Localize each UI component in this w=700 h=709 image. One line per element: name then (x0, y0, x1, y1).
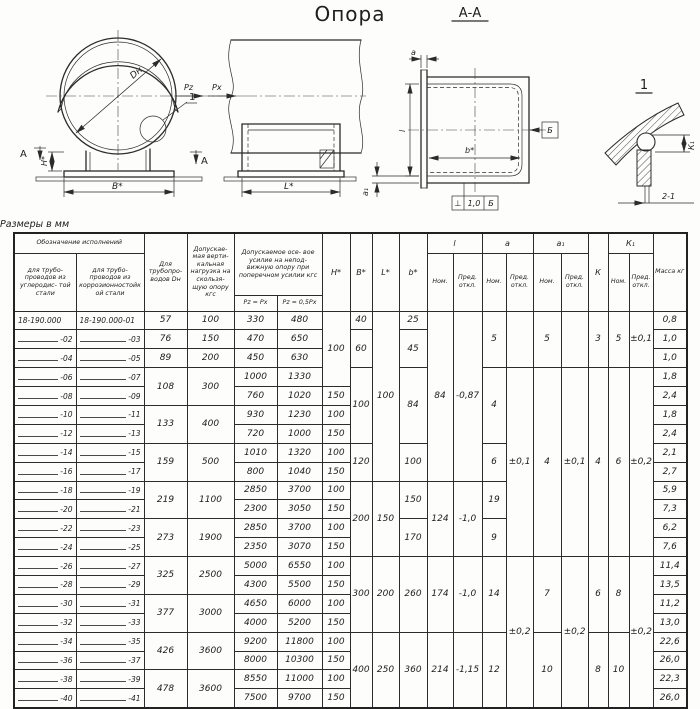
cell-pz05: 3050 (277, 500, 322, 519)
cell-load: 200 (187, 349, 234, 368)
cell-pzpx: 8000 (234, 651, 277, 670)
header-l-dev: Пред. откл. (453, 253, 482, 311)
cell-pz05: 3700 (277, 519, 322, 538)
cell-pz05: 9700 (277, 689, 322, 708)
cell-h: 150 (322, 689, 350, 708)
cell-dn: 108 (144, 368, 187, 406)
detail-1-label: 1 (639, 78, 649, 93)
cell-pz05: 10300 (277, 651, 322, 670)
cell-h: 150 (322, 651, 350, 670)
cell-designation-corrosion: -03 (76, 330, 144, 349)
cell-dn: 377 (144, 594, 187, 632)
cell-mass: 5,9 (653, 481, 687, 500)
cell-k: 3 (588, 311, 608, 368)
cell-k1-nom: 5 (608, 311, 629, 368)
cell-load: 1900 (187, 519, 234, 557)
cell-designation-corrosion: -07 (76, 368, 144, 387)
weld-flag-b: Б (547, 126, 553, 135)
cell-a1-nom: 4 (533, 368, 561, 557)
header-k: К (588, 233, 608, 311)
cell-a1-nom: 5 (533, 311, 561, 368)
cell-h: 150 (322, 387, 350, 406)
cell-designation-carbon: -10 (14, 405, 76, 424)
cell-load: 3000 (187, 594, 234, 632)
cell-dn: 159 (144, 443, 187, 481)
cell-mass: 1,8 (653, 405, 687, 424)
cell-designation-carbon: -18 (14, 481, 76, 500)
header-h: H* (322, 233, 350, 311)
cell-pz05: 650 (277, 330, 322, 349)
cell-h: 100 (322, 405, 350, 424)
cell-l-upper: 100 (372, 311, 399, 481)
header-l-nom: Ном. (427, 253, 453, 311)
cell-pz05: 1000 (277, 424, 322, 443)
cell-l-nom: 214 (427, 632, 453, 708)
cell-pzpx: 4300 (234, 575, 277, 594)
cell-load: 100 (187, 311, 234, 330)
cell-pzpx: 1010 (234, 443, 277, 462)
cell-mass: 26,0 (653, 689, 687, 708)
cell-dn: 57 (144, 311, 187, 330)
cell-l-dev: -1,15 (453, 632, 482, 708)
l-big-dim-label: L* (284, 182, 294, 192)
section-mark-a-left: А (20, 149, 27, 160)
cell-pzpx: 2850 (234, 519, 277, 538)
cell-pzpx: 2300 (234, 500, 277, 519)
cell-pzpx: 1000 (234, 368, 277, 387)
header-designation-carbon: для трубо- проводов из углеродис- той стали (14, 253, 76, 311)
gap-note-label: 2-1 (662, 192, 676, 201)
cell-designation-corrosion: -21 (76, 500, 144, 519)
cell-dn: 133 (144, 405, 187, 443)
cell-pzpx: 930 (234, 405, 277, 424)
cell-designation-corrosion: -37 (76, 651, 144, 670)
cell-mass: 7,6 (653, 538, 687, 557)
dimensions-table (13, 232, 688, 709)
cell-k1-dev: ±0,2 (629, 368, 653, 557)
header-k1-dev: Пред. откл. (629, 253, 653, 311)
cell-designation-corrosion: -41 (76, 689, 144, 708)
header-designation-group: Обозначение исполнений (14, 233, 144, 253)
cell-designation-carbon: -34 (14, 632, 76, 651)
section-a-a-label: А-А (458, 6, 482, 21)
cell-designation-corrosion: -29 (76, 575, 144, 594)
cell-designation-corrosion: -17 (76, 462, 144, 481)
cell-designation-carbon: -06 (14, 368, 76, 387)
cell-load: 400 (187, 405, 234, 443)
cell-designation-carbon: -12 (14, 424, 76, 443)
cell-l-nom: 84 (427, 311, 453, 481)
cell-mass: 26,0 (653, 651, 687, 670)
cell-dn: 76 (144, 330, 187, 349)
cell-a-nom: 14 (482, 557, 506, 633)
cell-designation-carbon: 18-190.000 (14, 311, 76, 330)
cell-pz05: 6550 (277, 557, 322, 576)
header-a1-dev: Пред. откл. (561, 253, 588, 311)
table-header-row (14, 233, 687, 253)
cell-designation-corrosion: -35 (76, 632, 144, 651)
cell-dn: 426 (144, 632, 187, 670)
cell-pz05: 1320 (277, 443, 322, 462)
cell-pz05: 3070 (277, 538, 322, 557)
header-b-lower: b* (399, 233, 427, 311)
header-a1-nom: Ном. (533, 253, 561, 311)
cell-b-lower: 260 (399, 557, 427, 633)
cell-designation-carbon: -08 (14, 387, 76, 406)
cell-h: 150 (322, 424, 350, 443)
cell-designation-carbon: -16 (14, 462, 76, 481)
cell-pzpx: 800 (234, 462, 277, 481)
pz-force-label: Pz (184, 83, 194, 92)
header-a-nom: Ном. (482, 253, 506, 311)
header-mass: Масса кг (653, 233, 687, 311)
cell-pzpx: 4000 (234, 613, 277, 632)
cell-b-upper: 400 (350, 632, 372, 708)
table-row (14, 368, 687, 387)
cell-b-lower: 100 (399, 443, 427, 481)
cell-designation-carbon: -20 (14, 500, 76, 519)
cell-h: 100 (322, 557, 350, 576)
cell-l-upper: 250 (372, 632, 399, 708)
b-small-dim-label: b* (465, 146, 475, 155)
cell-k1-dev: ±0,2 (629, 557, 653, 709)
h-dim-label: H* (40, 155, 49, 166)
cell-k: 8 (588, 632, 608, 708)
k1-dim-label: К₁ (687, 141, 696, 150)
cell-pz05: 3700 (277, 481, 322, 500)
cell-pzpx: 2350 (234, 538, 277, 557)
cell-mass: 22,6 (653, 632, 687, 651)
cell-a-dev (506, 311, 533, 368)
cell-a1-dev: ±0,2 (561, 557, 588, 709)
cell-load: 3600 (187, 632, 234, 670)
cell-pzpx: 450 (234, 349, 277, 368)
cell-h: 150 (322, 538, 350, 557)
header-case-pz-05px: Pz = 0,5Px (277, 295, 322, 311)
cell-b-upper: 40 (350, 311, 372, 330)
cell-mass: 1,0 (653, 349, 687, 368)
cell-load: 150 (187, 330, 234, 349)
cell-designation-corrosion: -13 (76, 424, 144, 443)
cell-dn: 325 (144, 557, 187, 595)
header-l-group: l (427, 233, 482, 253)
header-designation-corrosion: для трубо- проводов из коррозионностойкой стали (76, 253, 144, 311)
cell-designation-corrosion: -33 (76, 613, 144, 632)
cell-b-lower: 150 (399, 481, 427, 519)
b-big-dim-label: B* (112, 182, 123, 192)
cell-b-upper: 100 (350, 368, 372, 444)
cell-designation-carbon: -40 (14, 689, 76, 708)
cell-pzpx: 5000 (234, 557, 277, 576)
cell-designation-carbon: -02 (14, 330, 76, 349)
cell-pzpx: 4650 (234, 594, 277, 613)
cell-b-upper: 200 (350, 481, 372, 557)
cell-pz05: 480 (277, 311, 322, 330)
page-title: Опора (314, 2, 386, 26)
cell-designation-carbon: -36 (14, 651, 76, 670)
cell-l-dev: -1,0 (453, 557, 482, 633)
cell-h: 100 (322, 594, 350, 613)
cell-designation-carbon: -32 (14, 613, 76, 632)
cell-mass: 2,4 (653, 387, 687, 406)
cell-mass: 11,4 (653, 557, 687, 576)
cell-pz05: 5200 (277, 613, 322, 632)
cell-pz05: 5500 (277, 575, 322, 594)
cell-a1-nom: 7 (533, 557, 561, 633)
header-case-pz-px: Pz = Px (234, 295, 277, 311)
section-mark-a-right: А (201, 156, 208, 167)
cell-l-upper: 200 (372, 557, 399, 633)
cell-l-dev: -1,0 (453, 481, 482, 557)
cell-load: 3600 (187, 670, 234, 708)
header-a-dev: Пред. откл. (506, 253, 533, 311)
cell-designation-carbon: -04 (14, 349, 76, 368)
cell-designation-corrosion: 18-190.000-01 (76, 311, 144, 330)
cell-load: 500 (187, 443, 234, 481)
cell-mass: 13,5 (653, 575, 687, 594)
cell-pz05: 630 (277, 349, 322, 368)
cell-pz05: 1230 (277, 405, 322, 424)
table-row (14, 311, 687, 330)
detail-1-view (605, 78, 696, 203)
cell-pzpx: 760 (234, 387, 277, 406)
header-dn: Для трубопро- водов Dн (144, 233, 187, 311)
cell-designation-corrosion: -15 (76, 443, 144, 462)
cell-designation-carbon: -38 (14, 670, 76, 689)
pipe-side-view (20, 30, 246, 197)
cell-b-lower: 45 (399, 330, 427, 368)
cell-designation-carbon: -24 (14, 538, 76, 557)
cell-a-nom: 5 (482, 311, 506, 368)
cell-h: 100 (322, 311, 350, 387)
px-force-label: Px (212, 83, 222, 92)
cell-b-lower: 170 (399, 519, 427, 557)
units-note: Размеры в мм (0, 219, 70, 230)
cell-h: 100 (322, 670, 350, 689)
cell-designation-carbon: -22 (14, 519, 76, 538)
pipe-front-view (224, 40, 366, 197)
a-dim-label: a (411, 48, 416, 57)
cell-pzpx: 9200 (234, 632, 277, 651)
header-a1-group: а₁ (533, 233, 588, 253)
cell-pzpx: 470 (234, 330, 277, 349)
cell-a1-dev: ±0,1 (561, 368, 588, 557)
cell-dn: 89 (144, 349, 187, 368)
cell-h: 150 (322, 462, 350, 481)
cell-b-lower: 25 (399, 311, 427, 330)
cell-a-nom: 4 (482, 368, 506, 444)
header-k1-nom: Ном. (608, 253, 629, 311)
cell-pzpx: 2850 (234, 481, 277, 500)
cell-mass: 1,0 (653, 330, 687, 349)
cell-b-upper: 120 (350, 443, 372, 481)
cell-a-dev: ±0,2 (506, 557, 533, 709)
cell-h: 100 (322, 632, 350, 651)
cell-pzpx: 7500 (234, 689, 277, 708)
cell-load: 300 (187, 368, 234, 406)
cell-dn: 219 (144, 481, 187, 519)
cell-mass: 0,8 (653, 311, 687, 330)
header-k1-group: К₁ (608, 233, 653, 253)
cell-designation-corrosion: -31 (76, 594, 144, 613)
cell-designation-corrosion: -25 (76, 538, 144, 557)
cell-h: 100 (322, 519, 350, 538)
header-b-upper: B* (350, 233, 372, 311)
cell-designation-corrosion: -19 (76, 481, 144, 500)
cell-mass: 2,4 (653, 424, 687, 443)
cell-a1-nom: 10 (533, 632, 561, 708)
cell-mass: 1,8 (653, 368, 687, 387)
cell-designation-carbon: -30 (14, 594, 76, 613)
cell-l-nom: 124 (427, 481, 453, 557)
cell-l-upper: 150 (372, 481, 399, 557)
l-dim-label: l (398, 129, 407, 132)
header-l-upper: L* (372, 233, 399, 311)
header-vertical-load: Допускае- мая верти- кальная нагрузка на скользя- щую опору кгс (187, 233, 234, 311)
cell-mass: 11,2 (653, 594, 687, 613)
cell-designation-carbon: -14 (14, 443, 76, 462)
cell-h: 100 (322, 481, 350, 500)
cell-mass: 22,3 (653, 670, 687, 689)
cell-h: 100 (322, 443, 350, 462)
cell-dn: 273 (144, 519, 187, 557)
cell-pz05: 11800 (277, 632, 322, 651)
cell-b-upper: 60 (350, 330, 372, 368)
header-axial-force: Допускаемое осе- вое усилие на непод- вижную опору при поперечном усилии кгс (234, 233, 322, 295)
cell-designation-corrosion: -23 (76, 519, 144, 538)
a1-dim-label: а₁ (361, 187, 370, 196)
cell-designation-corrosion: -39 (76, 670, 144, 689)
cell-a-nom: 6 (482, 443, 506, 481)
cell-pz05: 6000 (277, 594, 322, 613)
cell-a1-dev (561, 311, 588, 368)
cell-k1-nom: 10 (608, 632, 629, 708)
cell-k1-nom: 8 (608, 557, 629, 633)
cell-mass: 6,2 (653, 519, 687, 538)
table-row (14, 557, 687, 576)
cell-designation-corrosion: -05 (76, 349, 144, 368)
cell-designation-corrosion: -11 (76, 405, 144, 424)
cell-pzpx: 330 (234, 311, 277, 330)
cell-pzpx: 720 (234, 424, 277, 443)
cell-a-nom: 19 (482, 481, 506, 519)
cell-load: 2500 (187, 557, 234, 595)
cell-b-lower: 360 (399, 632, 427, 708)
weld-size: 1,0 (467, 199, 481, 208)
cell-k: 6 (588, 557, 608, 633)
cell-pz05: 11000 (277, 670, 322, 689)
weld-symbol-perp: ⊥ (454, 199, 462, 208)
cell-mass: 7,3 (653, 500, 687, 519)
cell-a-nom: 9 (482, 519, 506, 557)
cell-k1-dev: ±0,1 (629, 311, 653, 368)
section-a-a-view (361, 6, 558, 210)
cell-pz05: 1040 (277, 462, 322, 481)
dn-dim-label: Dн (128, 65, 145, 82)
cell-l-dev: -0,87 (453, 311, 482, 481)
cell-h: 150 (322, 575, 350, 594)
cell-l-nom: 174 (427, 557, 453, 633)
cell-mass: 2,7 (653, 462, 687, 481)
cell-mass: 2,1 (653, 443, 687, 462)
weld-ref-b: Б (488, 199, 494, 208)
cell-a-nom: 12 (482, 632, 506, 708)
cell-designation-carbon: -26 (14, 557, 76, 576)
cell-designation-corrosion: -27 (76, 557, 144, 576)
cell-mass: 13,0 (653, 613, 687, 632)
cell-designation-carbon: -28 (14, 575, 76, 594)
drawing-area (0, 0, 700, 215)
cell-k: 4 (588, 368, 608, 557)
detail-callout-1: 1 (189, 92, 196, 103)
cell-b-upper: 300 (350, 557, 372, 633)
cell-k1-nom: 6 (608, 368, 629, 557)
cell-h: 150 (322, 500, 350, 519)
cell-load: 1100 (187, 481, 234, 519)
header-a-group: a (482, 233, 533, 253)
cell-dn: 478 (144, 670, 187, 708)
cell-pzpx: 8550 (234, 670, 277, 689)
cell-pz05: 1330 (277, 368, 322, 387)
cell-pz05: 1020 (277, 387, 322, 406)
cell-a-dev: ±0,1 (506, 368, 533, 557)
cell-b-lower: 84 (399, 368, 427, 444)
cell-designation-corrosion: -09 (76, 387, 144, 406)
cell-h: 150 (322, 613, 350, 632)
